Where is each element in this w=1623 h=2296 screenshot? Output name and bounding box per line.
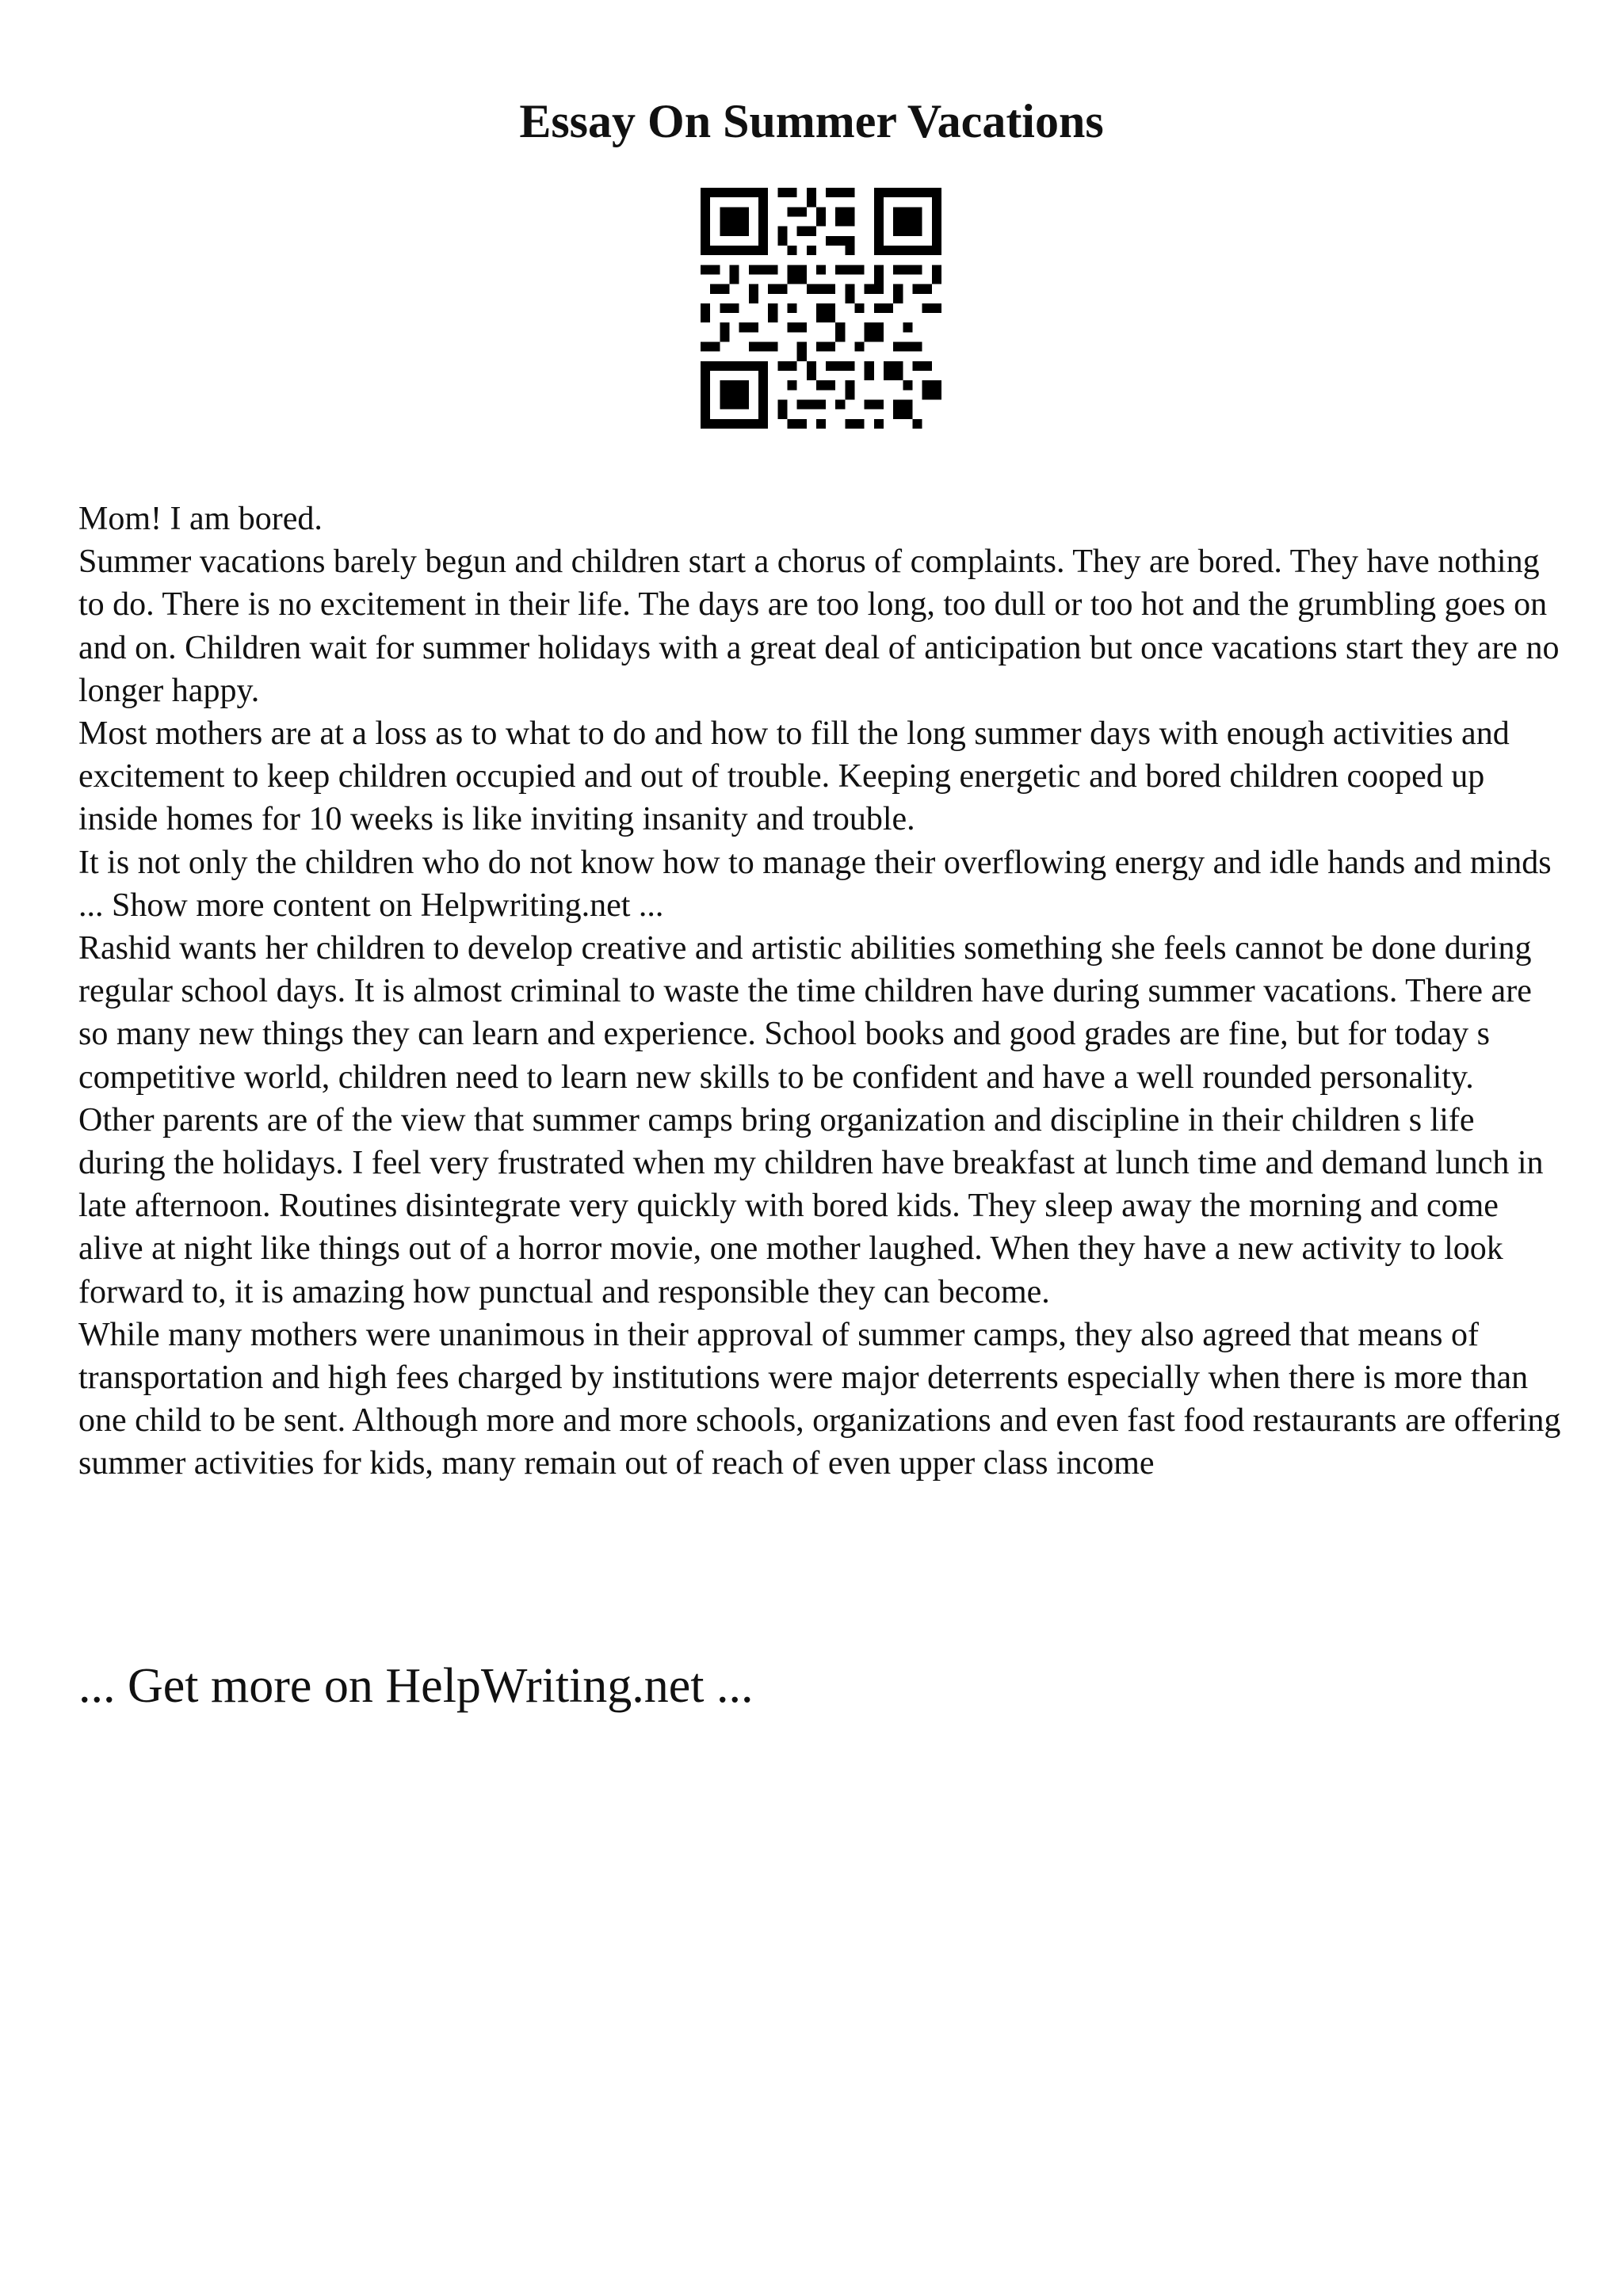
page-title: Essay On Summer Vacations xyxy=(519,95,1104,147)
paragraph: Summer vacations barely begun and children start a chorus of complaints. They are bored. They have nothing to do. There is no excitement in their life. The days are too long, too dull or too hot and the grumbling goes on and on. Children wait for summer holidays with a great deal of anticipation but once vacations start they are no longer happy. xyxy=(78,543,1560,709)
get-more-link[interactable]: ... Get more on HelpWriting.net ... xyxy=(78,1659,754,1713)
qr-code-icon xyxy=(701,188,941,429)
paragraph: Most mothers are at a loss as to what to do and how to fill the long summer days with enough activities and excitement to keep children occupied and out of trouble. Keeping energetic and bored children cooped up inside homes for 10 weeks is like inviting insanity and trouble. xyxy=(78,715,1510,838)
paragraph: Other parents are of the view that summer camps bring organization and discipline in their children s life during the holidays. I feel very frustrated when my children have breakfast at lunch time and demand lunch in late afternoon. Routines disintegrate very quickly with bored kids. They sleep away the morning and come alive at night like things out of a horror movie, one mother laughed. When they have a new activity to look forward to, it is amazing how punctual and responsible they can become. xyxy=(78,1101,1544,1310)
paragraph: It is not only the children who do not know how to manage their overflowing energy and idle hands and minds ... Show more content on Helpwriting.net ... xyxy=(78,844,1552,924)
paragraph: While many mothers were unanimous in their approval of summer camps, they also agreed that means of transportation and high fees charged by institutions were major deterrents especially when there is more than one child to be sent. Although more and more schools, organizations and even fast food restaurants are offering summer activities for kids, many remain out of reach of even upper class income xyxy=(78,1316,1561,1482)
essay-body xyxy=(78,498,1568,1486)
paragraph: Mom! I am bored. xyxy=(78,501,323,537)
paragraph: Rashid wants her children to develop creative and artistic abilities something she feels cannot be done during regular school days. It is almost criminal to waste the time children have during summer vacations. There are so many new things they can learn and experience. School books and good grades are fine, but for today s competitive world, children need to learn new skills to be confident and have a well rounded personality. xyxy=(78,930,1532,1096)
